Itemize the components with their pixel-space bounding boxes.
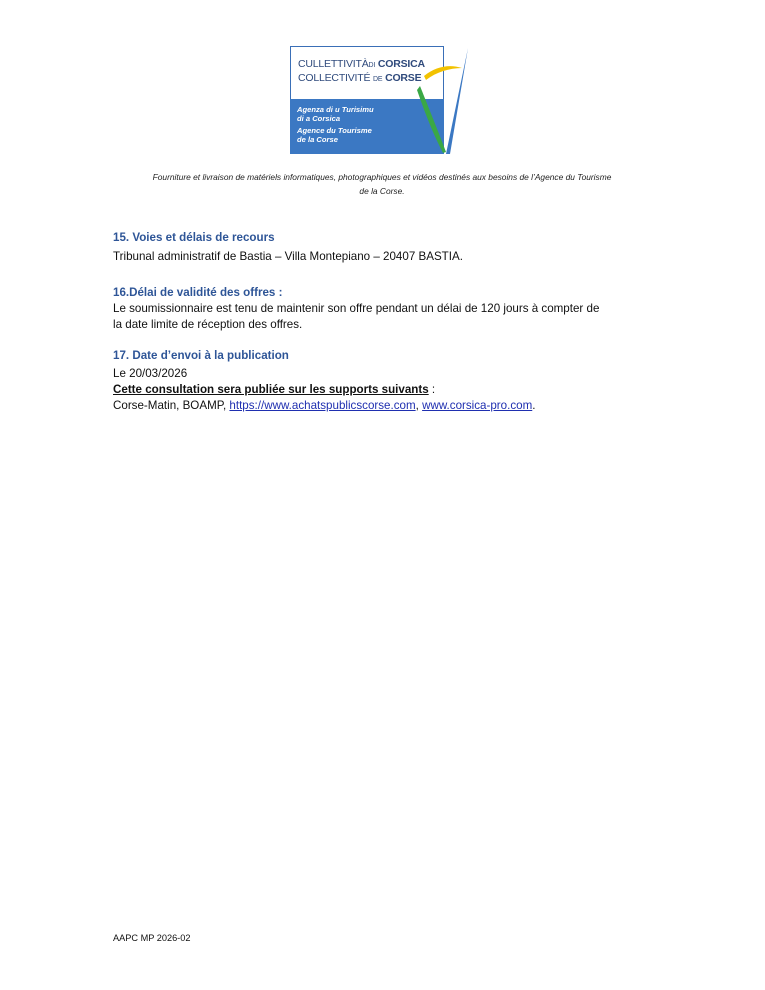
document-subtitle: Fourniture et livraison de matériels informatiques, photographiques et vidéos destinés aux besoins de l’Agence du Tourisme de la Corse.: [152, 172, 612, 196]
logo-agency-fr-1: Agence du Tourisme: [297, 126, 372, 135]
section-17-date: Le 20/03/2026: [113, 367, 188, 380]
section-16-text-line1: Le soumissionnaire est tenu de maintenir son offre pendant un délai de 120 jours à compter de: [113, 302, 600, 315]
agency-logo: [290, 46, 474, 156]
section-17-supports-list: Corse-Matin, BOAMP, https://www.achatspublicscorse.com, www.corsica-pro.com.: [113, 399, 536, 412]
logo-line-corsican: CULLETTIVITÀDI CORSICA: [298, 58, 425, 70]
link-corsica-pro[interactable]: www.corsica-pro.com: [422, 399, 533, 412]
logo-agency-fr-2: de la Corse: [297, 135, 338, 144]
section-17-supports-label: Cette consultation sera publiée sur les supports suivants :: [113, 383, 436, 396]
section-15-heading: 15. Voies et délais de recours: [113, 231, 275, 244]
link-achatspublicscorse[interactable]: https://www.achatspublicscorse.com: [229, 399, 416, 412]
logo-agency-co-1: Agenza di u Turisimu: [297, 105, 374, 114]
section-16-text-line2: la date limite de réception des offres.: [113, 318, 303, 331]
sail-swoosh-icon: [410, 46, 474, 156]
logo-line-french: COLLECTIVITÉ DE CORSE: [298, 72, 422, 84]
section-17-heading: 17. Date d’envoi à la publication: [113, 349, 289, 362]
section-16-heading: 16.Délai de validité des offres :: [113, 286, 283, 299]
footer-reference: AAPC MP 2026-02: [113, 933, 191, 943]
section-15-text: Tribunal administratif de Bastia – Villa Montepiano – 20407 BASTIA.: [113, 250, 463, 263]
logo-agency-co-2: di a Corsica: [297, 114, 341, 123]
